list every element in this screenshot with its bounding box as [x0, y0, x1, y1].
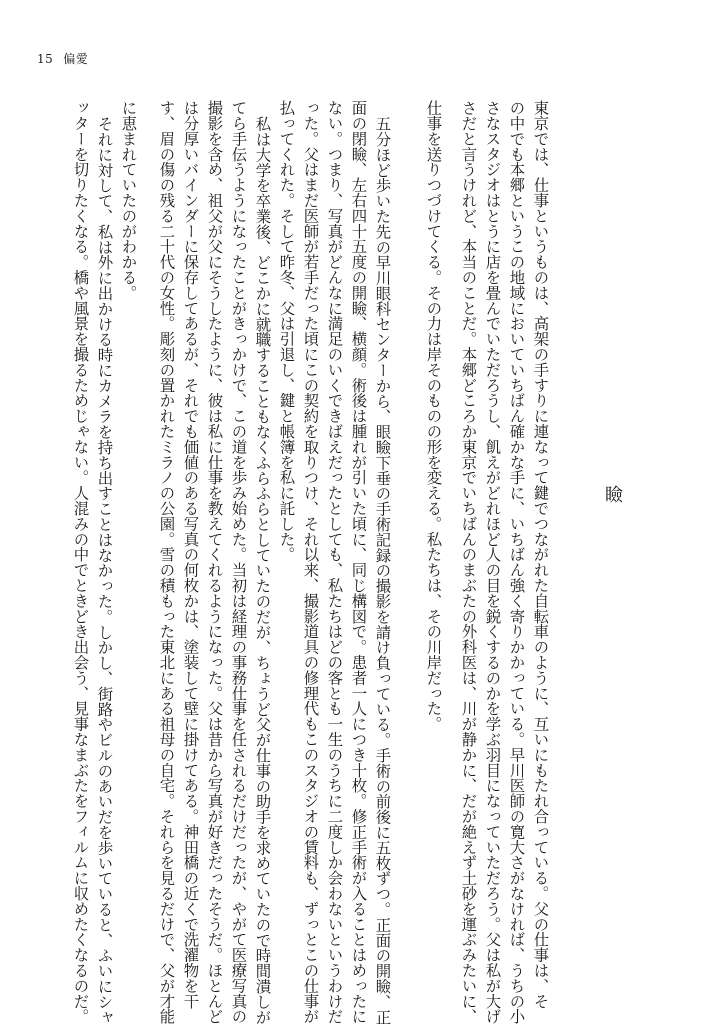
text-line-13: 撮影を含め、祖父が父にそうしたように、彼は私に仕事を教えてくれるようになった。父は昔から写真が好きだったそうだ。ほとんど — [205, 100, 224, 1024]
text-line-6: 五分ほど歩いた先の早川眼科センターから、眼瞼下垂の手術記録の撮影を請け負っている。手術の前後に五枚ずつ。正面の開瞼、正 — [373, 116, 392, 1025]
text-line-17: それに対して、私は外に出かける時にカメラを持ち出すことはなかった。しかし、街路やビルのあいだを歩いていると、ふいにシャ — [95, 116, 114, 1025]
text-line-4: さだと言うけれど、本当のことだ。本郷どころか東京でいちばんのまぶたの外科医は、川が静かに、だが絶えず土砂を運ぶみたいに、 — [459, 100, 478, 1024]
text-line-8: ない。つまり、写真がどんなに満足のいくできばえだったとしても、私たちはどの客とも一生のうちに二度しか会わないというわけだ — [325, 100, 344, 1024]
page-header — [37, 50, 88, 67]
text-line-16: に恵まれていたのがわかる。 — [119, 100, 138, 301]
text-line-10: 払ってくれた。そして昨冬、父は引退し、鍵と帳簿を私に託した。 — [277, 100, 296, 562]
text-line-3: さなスタジオはとうに店を畳んでいただろうし、飢えがどれほど人の目を鋭くするのかを学ぶ羽目になっていただろう。父は私が大げ — [483, 100, 502, 1024]
text-line-15: す、眉の傷の残る二十代の女性。彫刻の置かれたミラノの公園。雪の積もった東北にある祖母の自宅。それらを見るだけで、父が才能 — [157, 100, 176, 1024]
text-line-5: 仕事を送りつづけてくる。その力は岸そのものの形を変える。私たちは、その川岸だった。 — [424, 100, 443, 732]
page-number: 15 — [37, 52, 54, 66]
text-line-7: 面の閉瞼、左右四十五度の開瞼、横顔。術後は腫れが引いた頃に、同じ構図で。患者一人につき十枚。修正手術が入ることはめったに — [349, 100, 368, 1024]
text-line-14: は分厚いバインダーに保存してあるが、それでも価値のある写真の何枚かは、塗装して壁に掛けてある。神田橋の近くで洗濯物を干 — [181, 100, 200, 1009]
text-line-11: 私は大学を卒業後、どこかに就職することもなくふらふらとしていたのだが、ちょうど父が仕事の助手を求めていたので時間潰しが — [253, 116, 272, 1025]
chapter-title: 瞼 — [602, 485, 623, 503]
text-line-2: の中でも本郷というこの地域においていちばん確かな手に、いちばん強く寄りかかっている。早川医師の寛大さがなければ、うちの小 — [507, 100, 526, 1024]
text-line-9: った。父はまだ医師が若手だった頃にこの契約を取りつけ、それ以来、撮影道具の修理代もこのスタジオの賃料も、ずっとこの仕事が — [301, 100, 320, 1024]
text-line-18: ッターを切りたくなる。橋や風景を撮るためじゃない。人混みの中でときどき出会う、見事なまぶたをフィルムに収めたくなるのだ。 — [71, 100, 90, 1024]
text-line-12: てら手伝うようになったことがきっかけで、この道を歩み始めた。当初は経理の事務仕事を任されるだけだったが、やがて医療写真の — [229, 100, 248, 1024]
running-title: 偏愛 — [63, 52, 89, 66]
text-line-1: 東京では、仕事というものは、高架の手すりに連なって鍵でつながれた自転車のように、互いにもたれ合っている。父の仕事は、そ — [531, 100, 550, 1009]
